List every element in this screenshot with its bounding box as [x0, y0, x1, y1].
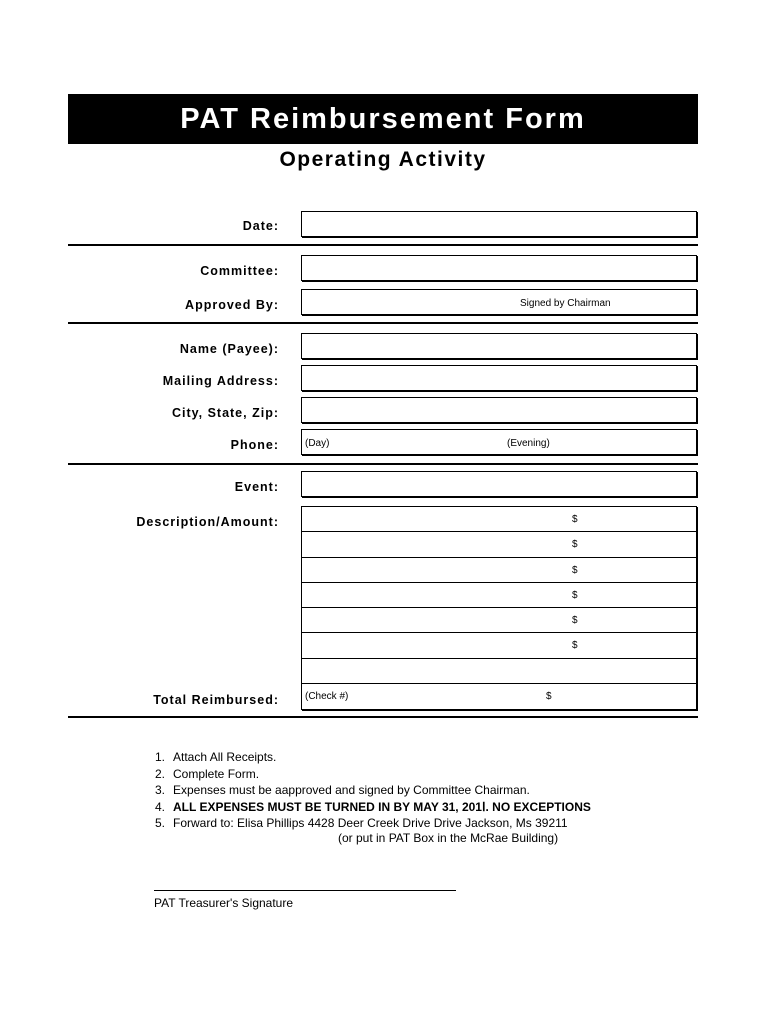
currency-symbol: $: [572, 539, 578, 551]
date-label: Date:: [242, 219, 279, 233]
total-reimbursed-label: Total Reimbursed:: [153, 693, 279, 707]
phone-day-hint: (Day): [305, 438, 330, 449]
form-title: PAT Reimbursement Form: [68, 94, 698, 144]
description-row[interactable]: [302, 583, 696, 608]
instruction-item-deadline: 4. ALL EXPENSES MUST BE TURNED IN BY MAY 31, 201Ⅰ. NO EXCEPTIONS: [155, 799, 591, 814]
currency-symbol: $: [572, 640, 578, 652]
description-amount-label: Description/Amount:: [136, 515, 279, 529]
total-currency-symbol: $: [546, 691, 552, 703]
section-divider: [68, 322, 698, 324]
approved-by-field[interactable]: [301, 289, 697, 315]
instruction-item: 2. Complete Form.: [155, 766, 260, 781]
approved-by-label: Approved By:: [185, 298, 279, 312]
payee-name-field[interactable]: [301, 333, 697, 359]
event-label: Event:: [234, 480, 279, 494]
signature-label: PAT Treasurer's Signature: [154, 896, 294, 910]
city-state-zip-label: City, State, Zip:: [171, 406, 279, 420]
instruction-item: 1. Attach All Receipts.: [155, 750, 277, 764]
section-divider: [68, 716, 698, 718]
mailing-address-label: Mailing Address:: [162, 374, 279, 388]
currency-symbol: $: [572, 589, 578, 601]
instruction-item: 5. Forward to: Elisa Phillips 4428 Deer Creek Drive Drive Jackson, Ms 39211: [155, 816, 568, 830]
currency-symbol: $: [572, 615, 578, 627]
currency-symbol: $: [572, 564, 578, 576]
payee-name-label: Name (Payee):: [179, 342, 279, 356]
city-state-zip-field[interactable]: [301, 397, 697, 423]
section-divider: [68, 463, 698, 465]
check-number-hint: (Check #): [305, 691, 349, 703]
phone-evening-hint: (Evening): [507, 438, 550, 449]
mailing-address-field[interactable]: [301, 365, 697, 391]
instruction-item: 3. Expenses must be aapproved and signed by Committee Chairman.: [155, 783, 530, 797]
approved-by-hint: Signed by Chairman: [520, 298, 611, 309]
committee-label: Committee:: [200, 264, 279, 278]
description-row[interactable]: [302, 558, 696, 583]
description-row[interactable]: [302, 608, 696, 633]
description-row[interactable]: [302, 633, 696, 658]
signature-line[interactable]: [154, 890, 456, 891]
description-row[interactable]: [302, 659, 696, 684]
form-subtitle: Operating Activity: [279, 148, 487, 171]
event-field[interactable]: [301, 471, 697, 497]
description-amount-table: [301, 506, 697, 710]
date-field[interactable]: [301, 211, 697, 237]
instructions-list: [155, 749, 591, 832]
section-divider: [68, 244, 698, 246]
description-row[interactable]: [302, 532, 696, 557]
committee-field[interactable]: [301, 255, 697, 281]
description-row[interactable]: [302, 507, 696, 532]
instruction-continuation: (or put in PAT Box in the McRae Building): [338, 831, 559, 845]
total-row[interactable]: [302, 684, 696, 709]
currency-symbol: $: [572, 514, 578, 525]
phone-field[interactable]: [301, 429, 697, 455]
phone-label: Phone:: [230, 438, 279, 452]
